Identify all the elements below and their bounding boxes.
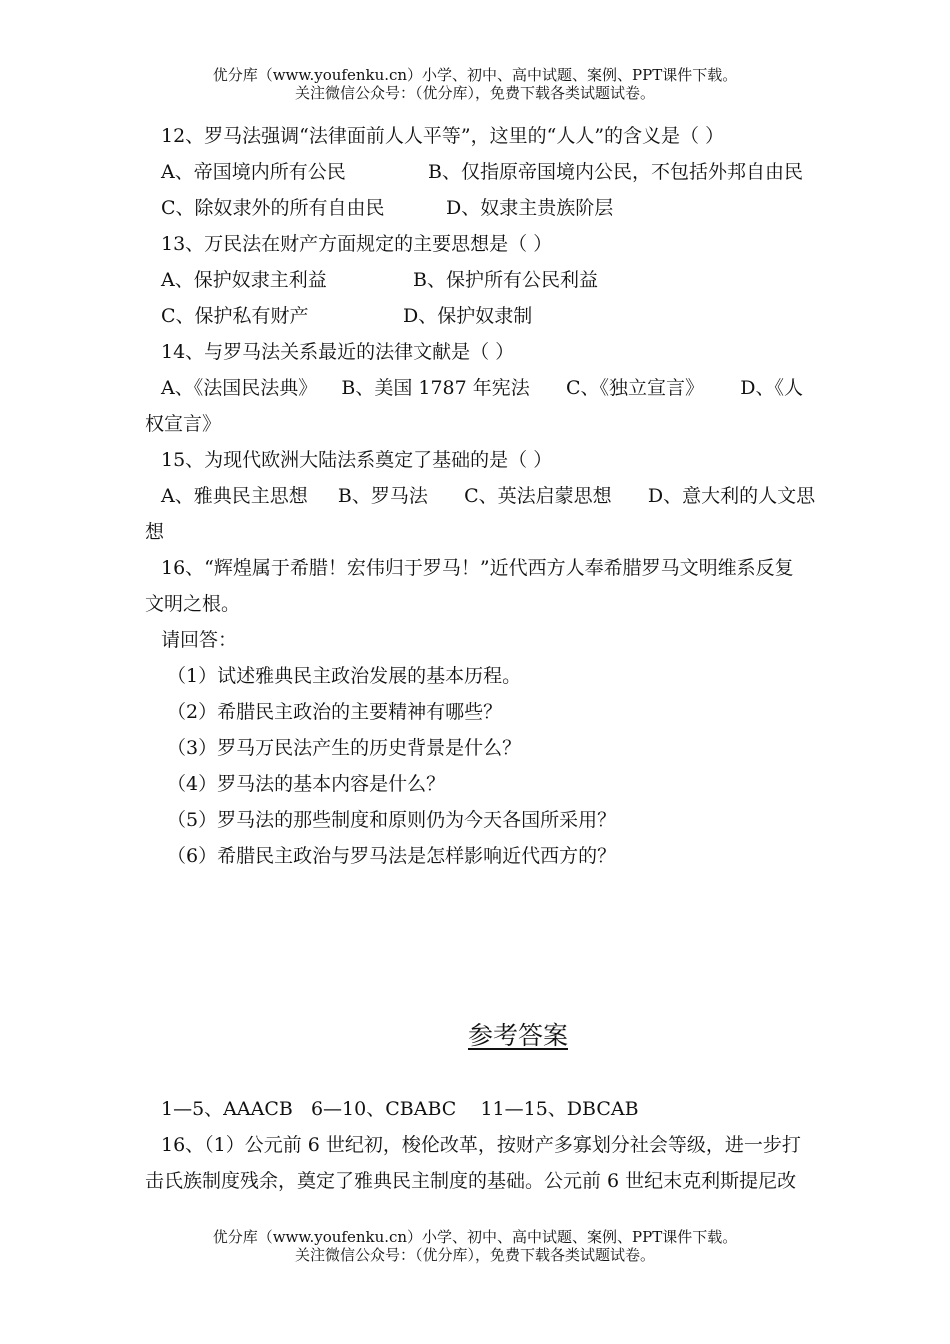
q15-options-continued: 想 bbox=[145, 521, 165, 543]
q13-options-row-1 bbox=[145, 262, 810, 298]
q16-answer-line-1: 16、（1）公元前 6 世纪初，梭伦改革，按财产多寡划分社会等级，进一步打 bbox=[161, 1134, 801, 1156]
q12-option-c: C、除奴隶外的所有自由民 bbox=[161, 197, 385, 219]
q13-option-a: A、保护奴隶主利益 bbox=[161, 269, 327, 291]
questions-section bbox=[145, 118, 816, 874]
q16-answer-line-2: 击氏族制度残余，奠定了雅典民主制度的基础。公元前 6 世纪末克利斯提尼改 bbox=[145, 1170, 797, 1192]
footer-line-2: 关注微信公众号：（优分库），免费下载各类试题试卷。 bbox=[294, 1246, 655, 1264]
q14-stem: 14、与罗马法关系最近的法律文献是（ ） bbox=[161, 341, 515, 363]
header-line-1: 优分库（www.youfenku.cn）小学、初中、高中试题、案例、PPT课件下载。 bbox=[212, 66, 738, 84]
q16-sub-question-6: （6）希腊民主政治与罗马法是怎样影响近代西方的？ bbox=[167, 845, 617, 867]
page-footer bbox=[0, 1228, 950, 1264]
q12-option-d: D、奴隶主贵族阶层 bbox=[446, 197, 614, 219]
q15-stem: 15、为现代欧洲大陆法系奠定了基础的是（ ） bbox=[161, 449, 553, 471]
q12-option-b: B、仅指原帝国境内公民，不包括外邦自由民 bbox=[428, 161, 803, 183]
q13-option-d: D、保护奴隶制 bbox=[403, 305, 533, 327]
q13-option-b: B、保护所有公民利益 bbox=[413, 269, 598, 291]
q16-sub-question-2: （2）希腊民主政治的主要精神有哪些？ bbox=[167, 701, 503, 723]
q16-sub-question-1: （1）试述雅典民主政治发展的基本历程。 bbox=[167, 665, 522, 687]
footer-line-1: 优分库（www.youfenku.cn）小学、初中、高中试题、案例、PPT课件下载。 bbox=[212, 1228, 738, 1246]
q16-prompt: 请回答： bbox=[161, 629, 238, 651]
q16-sub-question-3: （3）罗马万民法产生的历史背景是什么？ bbox=[167, 737, 522, 759]
answer-section-title: 参考答案 bbox=[467, 1021, 568, 1050]
page-header bbox=[0, 66, 950, 102]
q14-options-continued: 权宣言》 bbox=[145, 413, 222, 435]
q13-stem: 13、万民法在财产方面规定的主要思想是（ ） bbox=[161, 233, 553, 255]
q12-option-a: A、帝国境内所有公民 bbox=[161, 161, 346, 183]
q12-stem: 12、罗马法强调“法律面前人人平等”，这里的“人人”的含义是（ ） bbox=[161, 125, 725, 147]
q16-stem-line-2: 文明之根。 bbox=[145, 593, 241, 615]
q14-options: A、《法国民法典》 B、美国 1787 年宪法 C、《独立宣言》 D、《人 bbox=[161, 377, 804, 399]
q16-stem-line-1: 16、“辉煌属于希腊！宏伟归于罗马！”近代西方人奉希腊罗马文明维系反复 bbox=[161, 557, 794, 579]
q12-options-row-2 bbox=[145, 190, 810, 226]
q13-options-row-2 bbox=[145, 298, 810, 334]
header-line-2: 关注微信公众号：（优分库），免费下载各类试题试卷。 bbox=[294, 84, 655, 102]
q15-options: A、雅典民主思想 B、罗马法 C、英法启蒙思想 D、意大利的人文思 bbox=[161, 485, 816, 507]
q16-sub-question-5: （5）罗马法的那些制度和原则仍为今天各国所采用？ bbox=[167, 809, 617, 831]
q13-option-c: C、保护私有财产 bbox=[161, 305, 309, 327]
q16-sub-question-4: （4）罗马法的基本内容是什么？ bbox=[167, 773, 446, 795]
mc-answers: 1—5、AAACB 6—10、CBABC 11—15、DBCAB bbox=[161, 1098, 639, 1120]
q12-options-row-1 bbox=[145, 154, 810, 190]
answer-section bbox=[145, 1091, 810, 1199]
